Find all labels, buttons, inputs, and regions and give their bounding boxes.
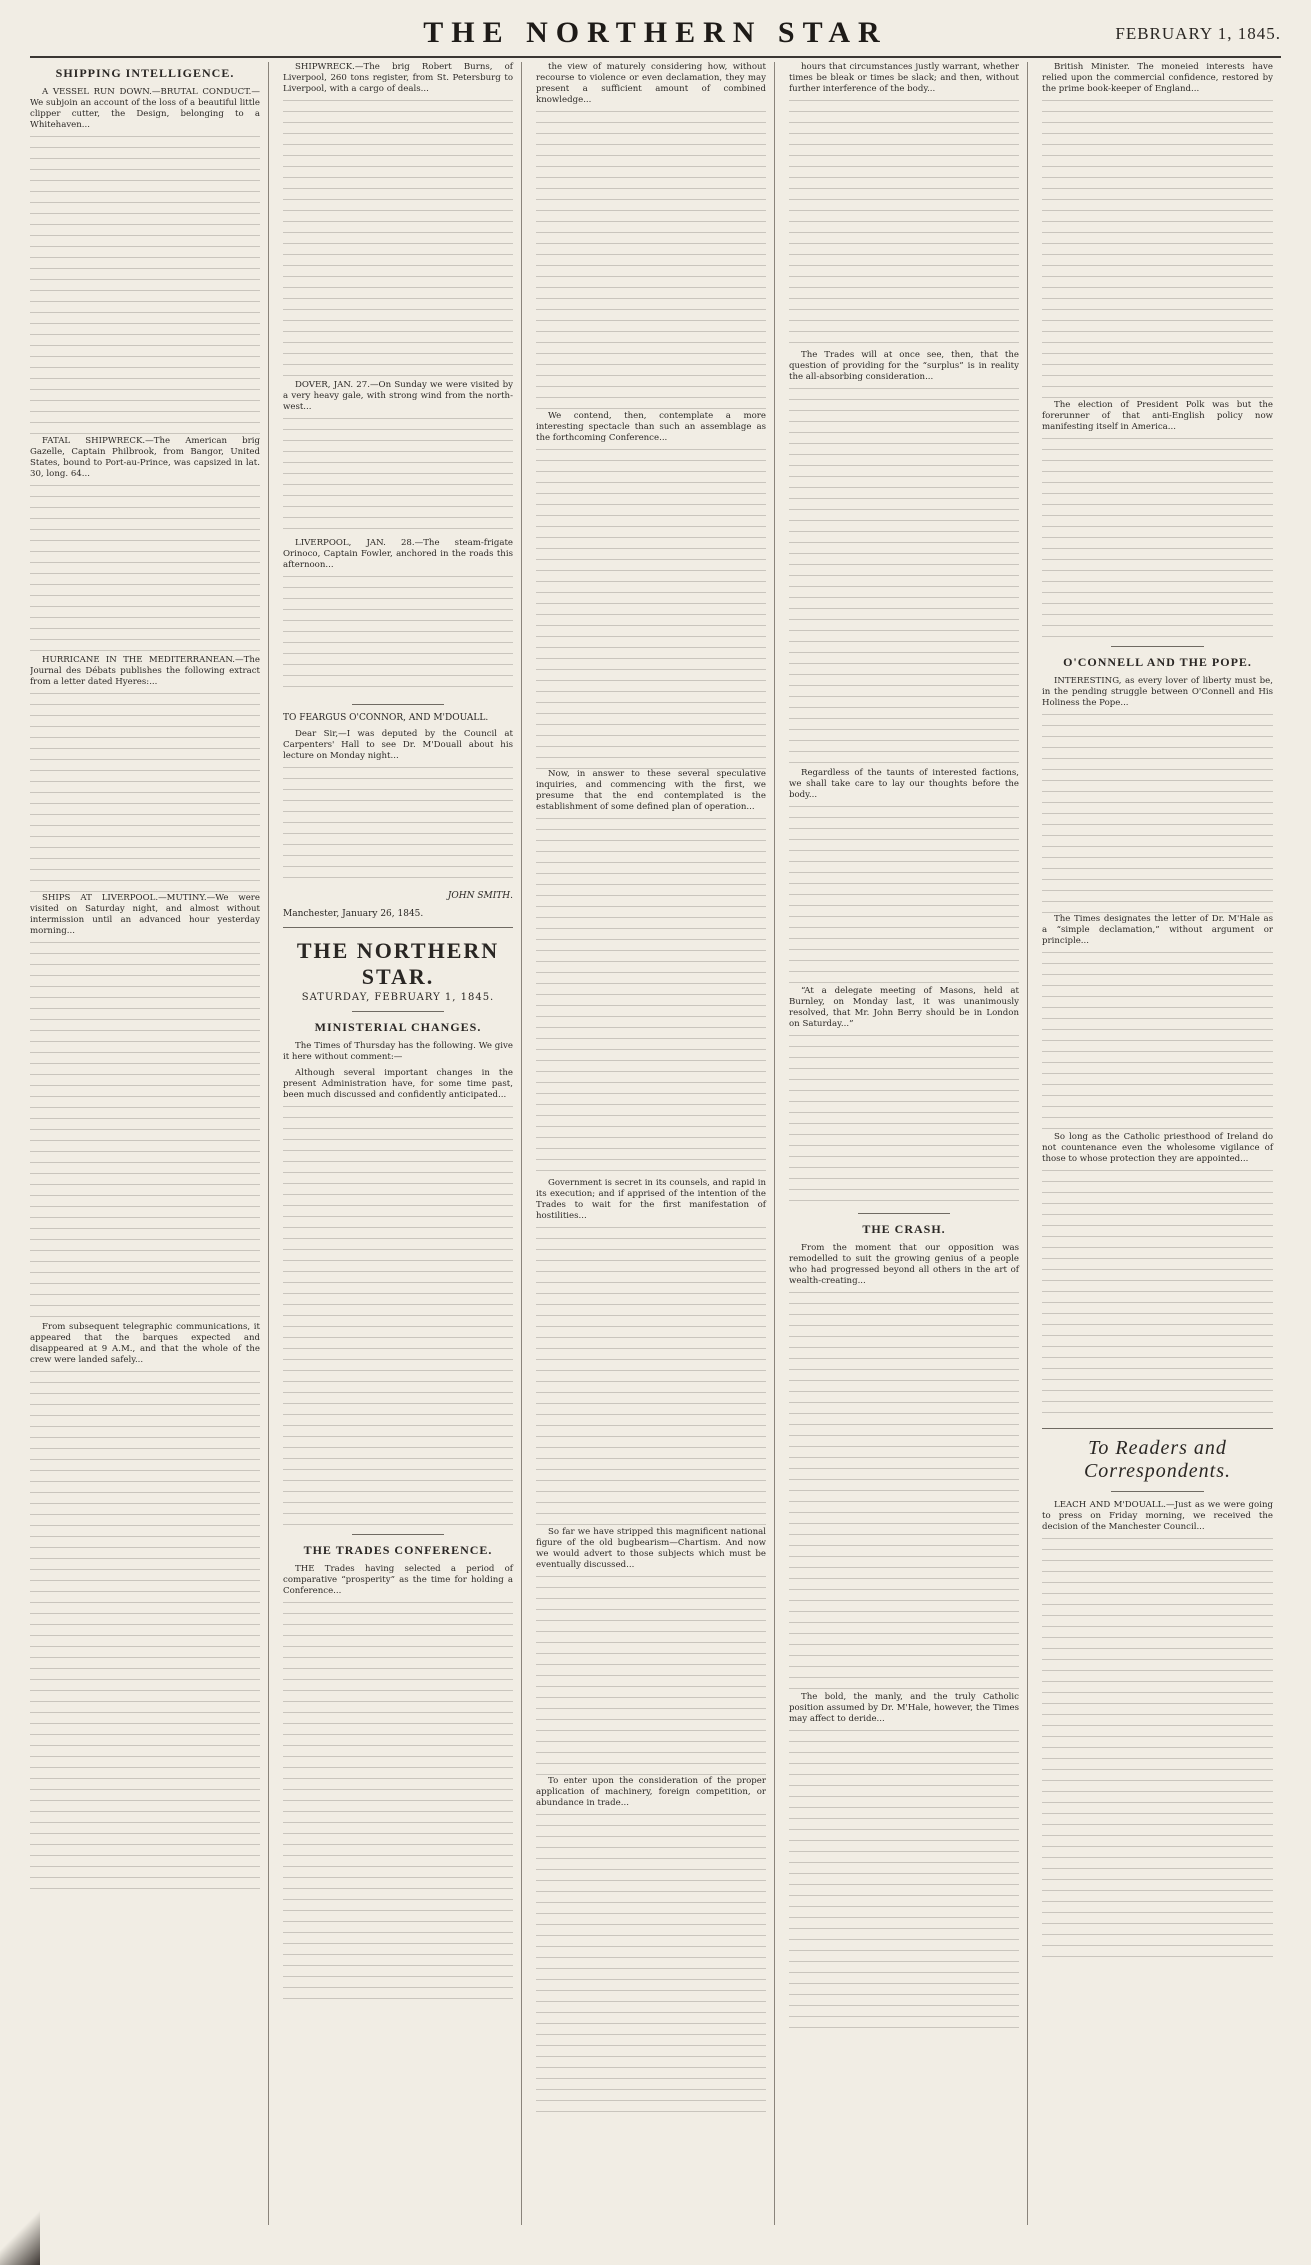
paragraph: INTERESTING, as every lover of liberty must be, in the pending struggle between O'Connell and His Holiness the Pope... <box>1042 676 1273 708</box>
paragraph: The bold, the manly, and the truly Catholic position assumed by Dr. M'Hale, however, the Times may affect to deride... <box>789 1692 1019 1724</box>
body-text-block <box>283 767 513 887</box>
body-text-block <box>30 1371 260 1891</box>
body-text-block <box>789 806 1019 986</box>
paragraph: So far we have stripped this magnificent national figure of the old bugbearism—Chartism. And now we would advert to those subjects which must be eventually discussed... <box>536 1527 766 1570</box>
body-text-block <box>283 418 513 538</box>
letter-body: Dear Sir,—I was deputed by the Council at Carpenters' Hall to see Dr. M'Douall about his lecture on Monday night... <box>283 729 513 761</box>
paragraph: SHIPS AT LIVERPOOL.—MUTINY.—We were visited on Saturday night, and almost without intermission until an advanced hour yesterday morning... <box>30 893 260 936</box>
paragraph: From the moment that our opposition was remodelled to suit the growing genius of a people who had progressed beyond all others in the art of wealth-creating... <box>789 1243 1019 1286</box>
divider <box>352 1011 444 1012</box>
column-5 <box>1042 62 1281 2225</box>
divider <box>1111 646 1203 647</box>
paragraph: A VESSEL RUN DOWN.—BRUTAL CONDUCT.—We subjoin an account of the loss of a beautiful little clipper cutter, the Design, belonging to a Whitehaven... <box>30 87 260 130</box>
divider <box>352 1534 444 1535</box>
paragraph: HURRICANE IN THE MEDITERRANEAN.—The Journal des Débats publishes the following extract from a letter dated Hyeres:... <box>30 655 260 687</box>
the-crash-heading: THE CRASH. <box>862 1222 946 1236</box>
column-3 <box>536 62 775 2225</box>
paragraph: Now, in answer to these several speculative inquiries, and commencing with the first, we presume that the end contemplated is the establishment of some defined plan of operation... <box>536 769 766 812</box>
paragraph: FATAL SHIPWRECK.—The American brig Gazelle, Captain Philbrook, from Bangor, United States, bound to Port-au-Prince, was capsized in lat. 30, long. 64... <box>30 436 260 479</box>
readers-correspondents-heading: To Readers and Correspondents. <box>1083 1437 1232 1482</box>
letter-place: Manchester, January 26, 1845. <box>283 909 424 919</box>
paragraph: The Trades will at once see, then, that the question of providing for the “surplus” is in reality the all-absorbing consideration... <box>789 350 1019 382</box>
body-text-block <box>789 1292 1019 1692</box>
issue-date: FEBRUARY 1, 1845. <box>1115 24 1281 43</box>
body-text-block <box>1042 1538 1273 1958</box>
body-text-block <box>283 576 513 696</box>
body-text-block <box>283 100 513 380</box>
page-corner-shadow <box>0 2205 40 2265</box>
paragraph: The election of President Polk was but the forerunner of that anti-English policy now manifesting itself in America... <box>1042 400 1273 432</box>
oconnell-pope-heading: O'CONNELL AND THE POPE. <box>1063 655 1252 669</box>
body-text-block <box>1042 100 1273 400</box>
paragraph: From subsequent telegraphic communications, it appeared that the barques expected and disappeared at 9 A.M., and that the whole of the crew were landed safely... <box>30 1322 260 1365</box>
body-text-block <box>789 388 1019 768</box>
divider <box>858 1213 950 1214</box>
body-text-block <box>1042 1170 1273 1420</box>
body-text-block <box>1042 714 1273 914</box>
paragraph: the view of maturely considering how, without recourse to violence or even declamation, they may present a sufficient amount of combined knowledge... <box>536 62 766 105</box>
body-text-block <box>30 942 260 1322</box>
paragraph: LEACH AND M'DOUALL.—Just as we were going to press on Friday morning, we received the decision of the Manchester Council... <box>1042 1500 1273 1532</box>
paper-heading: THE NORTHERN STAR. <box>296 938 500 989</box>
paper-subheading: SATURDAY, FEBRUARY 1, 1845. <box>301 992 495 1003</box>
trades-conference-heading: THE TRADES CONFERENCE. <box>303 1543 493 1557</box>
column-2 <box>283 62 522 2225</box>
columns <box>30 62 1281 2225</box>
paragraph: “At a delegate meeting of Masons, held at Burnley, on Monday last, it was unanimously resolved, that Mr. John Berry should be in London on Saturday...” <box>789 986 1019 1029</box>
paragraph: The Times designates the letter of Dr. M'Hale as a “simple declamation,” without argument or principle... <box>1042 914 1273 946</box>
column-4 <box>789 62 1028 2225</box>
body-text-block <box>536 1814 766 2114</box>
body-text-block <box>789 1035 1019 1205</box>
divider <box>352 704 444 705</box>
paragraph: DOVER, JAN. 27.—On Sunday we were visited by a very heavy gale, with strong wind from the north-west... <box>283 380 513 412</box>
paragraph: British Minister. The moneied interests have relied upon the commercial confidence, restored by the prime book-keeper of England... <box>1042 62 1273 94</box>
paragraph: So long as the Catholic priesthood of Ireland do not countenance even the wholesome vigilance of those to whose protection they are appointed... <box>1042 1132 1273 1164</box>
body-text-block <box>789 100 1019 350</box>
column-1 <box>30 62 269 2225</box>
paragraph: Government is secret in its counsels, and rapid in its execution; and if apprised of the intention of the Trades to wait for the first manifestation of hostilities... <box>536 1178 766 1221</box>
paragraph: LIVERPOOL, JAN. 28.—The steam-frigate Orinoco, Captain Fowler, anchored in the roads this afternoon... <box>283 538 513 570</box>
paragraph: SHIPWRECK.—The brig Robert Burns, of Liverpool, 260 tons register, from St. Petersburg to Liverpool, with a cargo of deals... <box>283 62 513 94</box>
body-text-block <box>536 449 766 769</box>
body-text-block <box>789 1730 1019 2030</box>
paragraph: We contend, then, contemplate a more interesting spectacle than such an assemblage as the forthcoming Conference... <box>536 411 766 443</box>
paragraph: THE Trades having selected a period of comparative “prosperity” as the time for holding a Conference... <box>283 1564 513 1596</box>
divider <box>1042 1428 1273 1429</box>
paragraph: Although several important changes in the present Administration have, for some time past, been much discussed and confidently anticipated... <box>283 1068 513 1100</box>
body-text-block <box>30 485 260 655</box>
body-text-block <box>536 1576 766 1776</box>
body-text-block <box>536 111 766 411</box>
body-text-block <box>536 1227 766 1527</box>
letter-heading: TO FEARGUS O'CONNOR, AND M'DOUALL. <box>283 713 489 723</box>
body-text-block <box>30 693 260 893</box>
masthead-rule <box>30 56 1281 58</box>
paragraph: To enter upon the consideration of the proper application of machinery, foreign competition, or abundance in trade... <box>536 1776 766 1808</box>
paragraph: Regardless of the taunts of interested factions, we shall take care to lay our thoughts before the body... <box>789 768 1019 800</box>
body-text-block <box>283 1106 513 1526</box>
divider <box>1111 1491 1203 1492</box>
body-text-block <box>283 1602 513 2002</box>
divider <box>283 927 513 928</box>
body-text-block <box>1042 952 1273 1132</box>
ministerial-changes-heading: MINISTERIAL CHANGES. <box>314 1020 482 1034</box>
shipping-heading: SHIPPING INTELLIGENCE. <box>55 66 235 80</box>
letter-signature: JOHN SMITH. <box>447 891 513 901</box>
masthead <box>30 10 1281 50</box>
body-text-block <box>30 136 260 436</box>
newspaper-title: THE NORTHERN STAR <box>423 16 888 49</box>
body-text-block <box>1042 438 1273 638</box>
paragraph: The Times of Thursday has the following. We give it here without comment:— <box>283 1041 513 1062</box>
body-text-block <box>536 818 766 1178</box>
paragraph: hours that circumstances justly warrant, whether times be bleak or times be slack; and then, without further interference of the body... <box>789 62 1019 94</box>
